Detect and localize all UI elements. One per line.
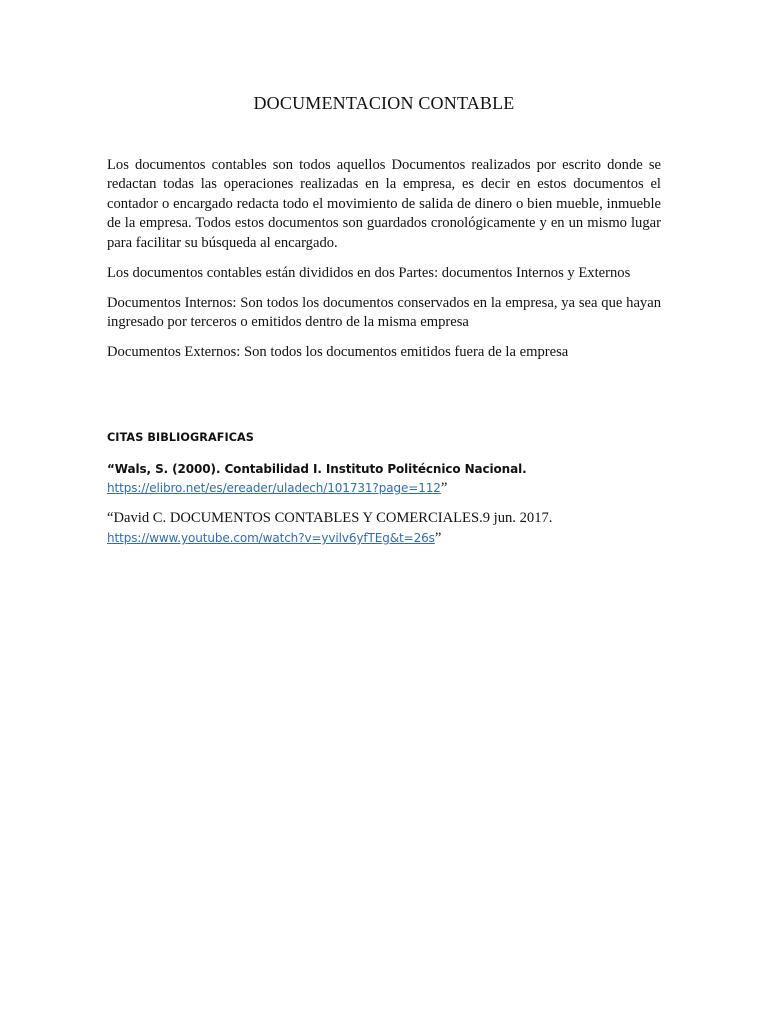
citation-open-quote: “ <box>107 462 115 476</box>
paragraph-definition: Los documentos contables son todos aquellos Documentos realizados por escrito donde se redactan todas las operaciones realizadas en la empresa, es decir en estos documentos el contador o encargado redacta todo el movimiento de salida de dinero o bien mueble, inmueble de la empresa. Todos estos documentos son guardados cronológicamente y en un mismo lugar para facilitar su búsqueda al encargado. <box>107 157 661 251</box>
citation-close-quote: ” <box>440 480 448 496</box>
citation-item <box>107 508 667 548</box>
citation-text: David C. DOCUMENTOS CONTABLES Y COMERCIALES.9 jun. 2017. <box>113 510 553 526</box>
paragraph-division: Los documentos contables están divididos en dos Partes: documentos Internos y Externos <box>107 265 631 281</box>
paragraph-internal-documents: Documentos Internos: Son todos los documentos conservados en la empresa, ya sea que hayan ingresado por terceros o emitidos dentro de la misma empresa <box>107 295 661 331</box>
citation-open-quote: “ <box>107 510 114 526</box>
citation-link-youtube[interactable]: https://www.youtube.com/watch?v=yvilv6yfTEg&t=26s <box>107 531 435 545</box>
citation-text: Wals, S. (2000). Contabilidad I. Instituto Politécnico Nacional. <box>114 462 527 476</box>
citations-heading: CITAS BIBLIOGRAFICAS <box>107 431 254 444</box>
document-title: DOCUMENTACION CONTABLE <box>253 93 515 113</box>
paragraph-external-documents: Documentos Externos: Son todos los documentos emitidos fuera de la empresa <box>107 344 569 360</box>
citation-item <box>107 460 667 498</box>
citation-link-elibro[interactable]: https://elibro.net/es/ereader/uladech/101731?page=112 <box>107 481 441 495</box>
citation-close-quote: ” <box>434 530 442 546</box>
